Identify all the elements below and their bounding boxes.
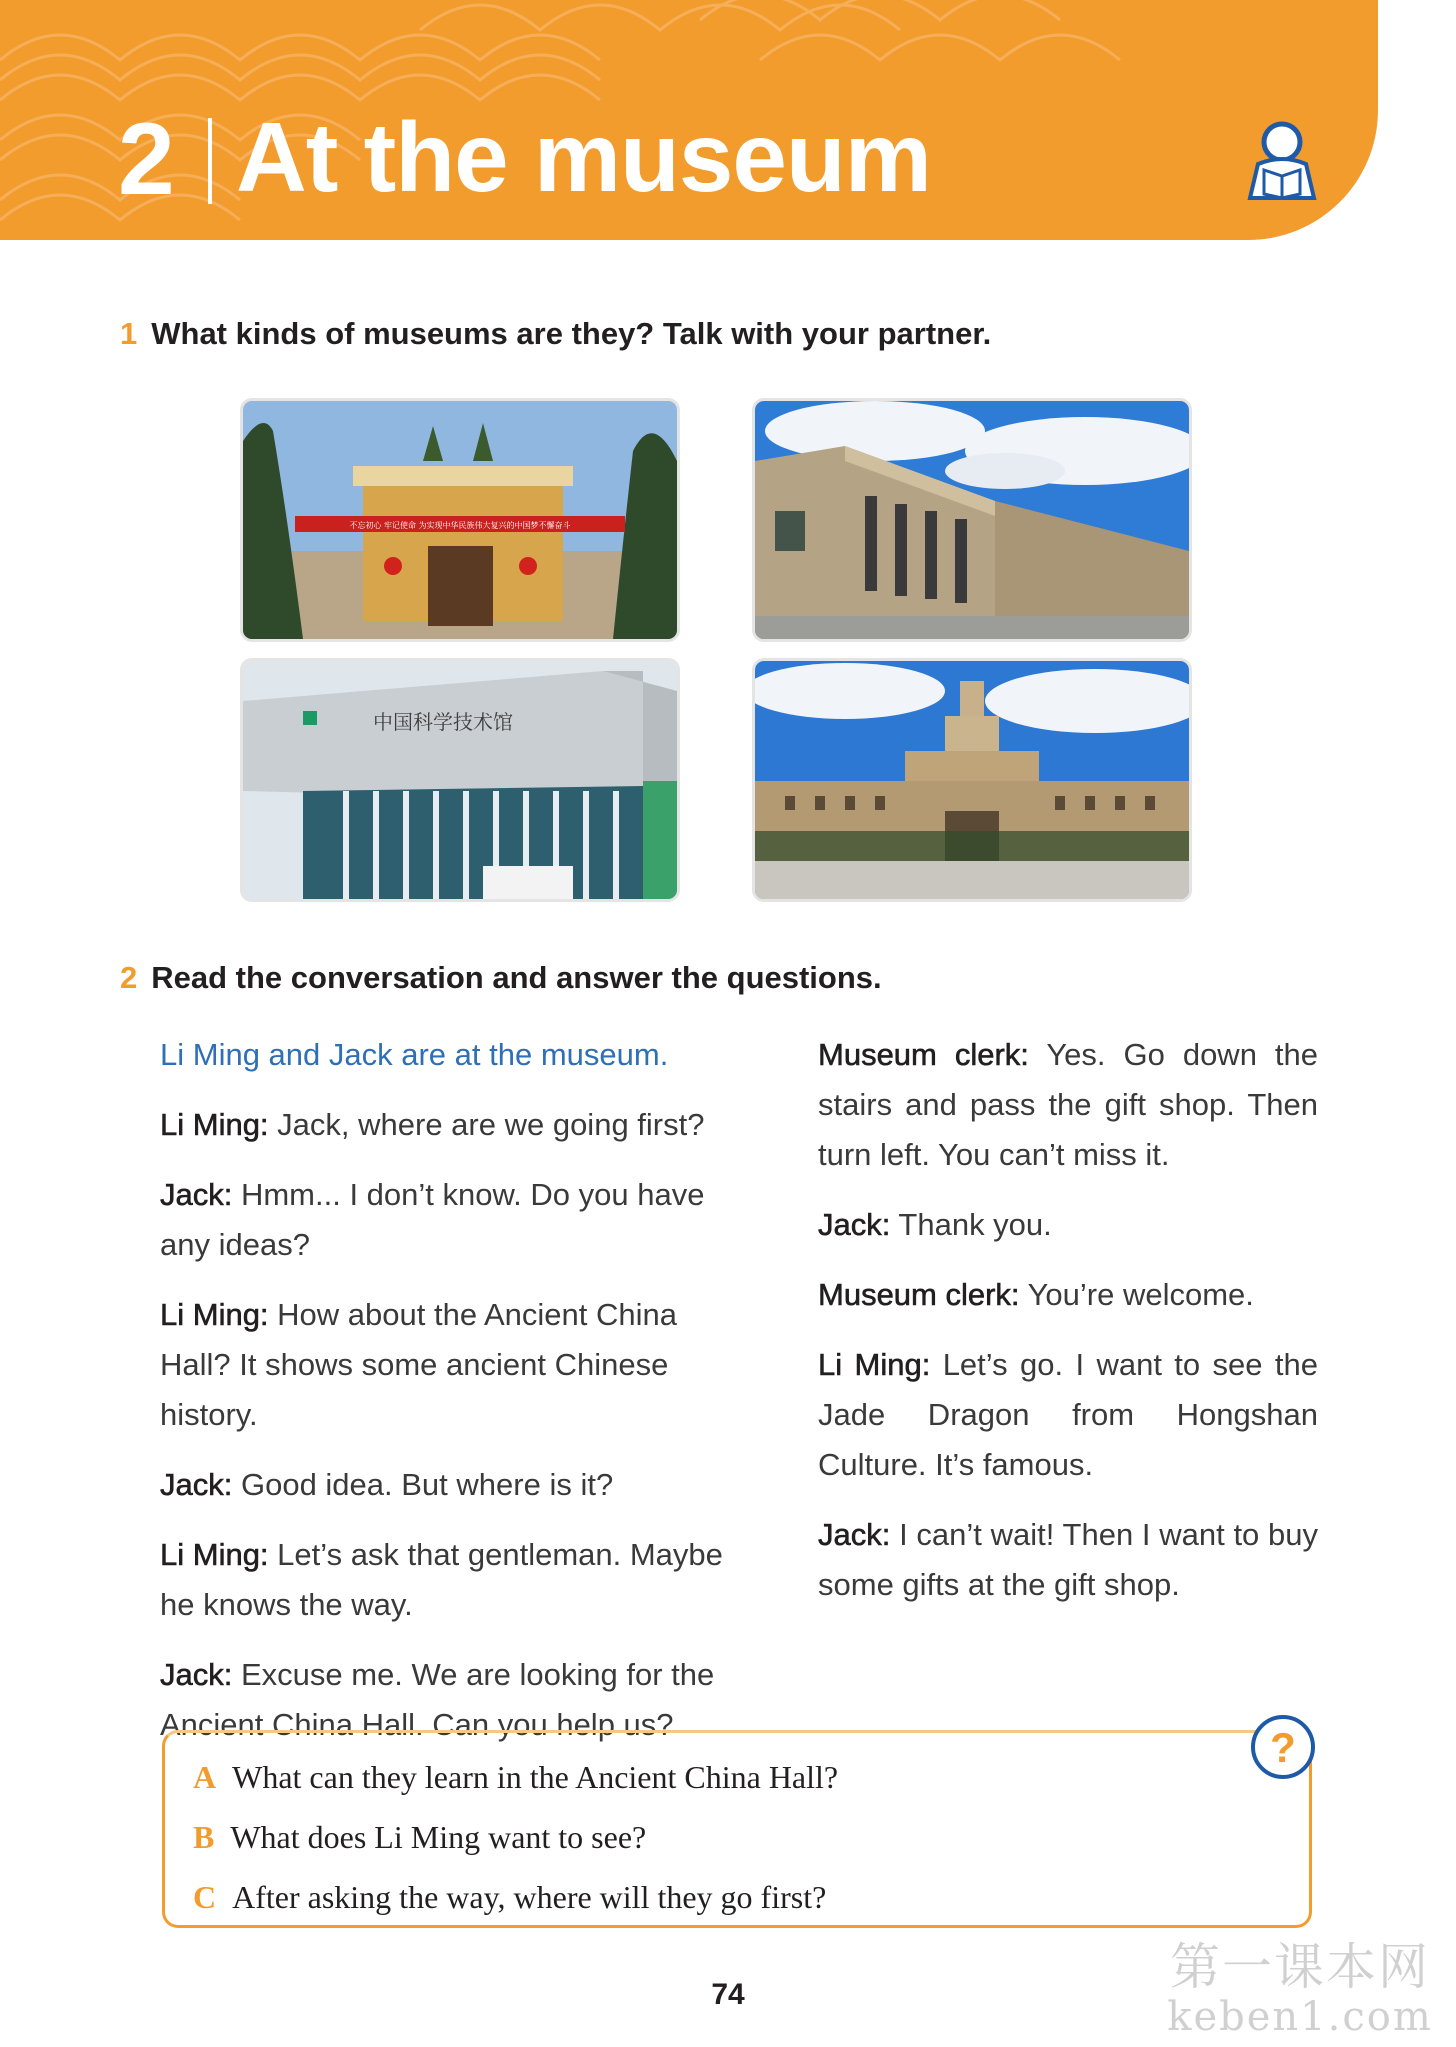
speaker-name: Li Ming: [160, 1297, 269, 1332]
svg-text:?: ? [1270, 1724, 1296, 1771]
dialogue-text: I can’t wait! Then I want to buy some gifts at the gift shop. [818, 1517, 1318, 1602]
question-item [193, 1819, 646, 1856]
dialogue-line [160, 1460, 750, 1510]
unit-number: 2 [118, 102, 175, 216]
section-instruction: What kinds of museums are they? Talk with your partner. [151, 316, 992, 351]
watermark-line-2: keben1.com [1167, 1994, 1433, 2040]
page-number: 74 [711, 1978, 745, 2011]
science-technology-museum-photo [240, 658, 680, 902]
speaker-name: Jack: [818, 1207, 891, 1242]
dialogue-text: Good idea. But where is it? [232, 1467, 614, 1502]
dialogue-text: Thank you. [890, 1207, 1052, 1242]
question-item [193, 1759, 838, 1796]
question-text: What can they learn in the Ancient China Hall? [232, 1759, 839, 1795]
unit-title: At the museum [236, 102, 931, 212]
dialogue-line [818, 1510, 1318, 1610]
dialogue-text: Excuse me. We are looking for the Ancient China Hall. Can you help us? [160, 1657, 715, 1742]
questions-box [162, 1730, 1312, 1928]
speaker-name: Jack: [160, 1467, 233, 1502]
speaker-name: Li Ming: [160, 1537, 269, 1572]
section-number: 1 [120, 316, 138, 351]
red-revolution-museum-photo [240, 398, 680, 642]
stone-hall-museum-photo [752, 398, 1192, 642]
unit-header-banner [0, 0, 1378, 240]
speaker-name: Museum clerk: [818, 1277, 1020, 1312]
section-instruction: Read the conversation and answer the questions. [151, 960, 882, 995]
dialogue-text: Let’s go. I want to see the Jade Dragon from Hongshan Culture. It’s famous. [818, 1347, 1318, 1482]
question-letter: C [193, 1879, 217, 1915]
watermark-line-1: 第一课本网 [1170, 1938, 1430, 1996]
dialogue-line [160, 1100, 750, 1150]
question-letter: A [193, 1759, 217, 1795]
speaker-name: Li Ming: [160, 1107, 269, 1142]
section-number: 2 [120, 960, 138, 995]
conversation-intro: Li Ming and Jack are at the museum. [160, 1037, 669, 1072]
speaker-name: Museum clerk: [818, 1037, 1029, 1072]
svg-text:不忘初心 牢记使命 为实现中华民族伟大复兴的中国梦不懈奋斗: 不忘初心 牢记使命 为实现中华民族伟大复兴的中国梦不懈奋斗 [349, 521, 571, 530]
question-text: What does Li Ming want to see? [230, 1819, 647, 1855]
speaker-name: Jack: [160, 1657, 233, 1692]
dialogue-line [818, 1200, 1318, 1250]
speaker-name: Jack: [818, 1517, 891, 1552]
dialogue-text: Jack, where are we going first? [268, 1107, 705, 1142]
dialogue-text: Yes. Go down the stairs and pass the gift shop. Then turn left. You can’t miss it. [818, 1037, 1319, 1172]
question-letter: B [193, 1819, 215, 1855]
svg-text:中国科学技术馆: 中国科学技术馆 [373, 710, 513, 734]
dialogue-line [160, 1530, 750, 1630]
dialogue-text: Hmm... I don’t know. Do you have any ideas? [160, 1177, 705, 1262]
speaker-name: Jack: [160, 1177, 233, 1212]
question-item [193, 1879, 826, 1916]
dialogue-line [818, 1340, 1318, 1490]
dialogue-line [160, 1290, 750, 1440]
dialogue-text: How about the Ancient China Hall? It shows some ancient Chinese history. [160, 1297, 677, 1432]
dialogue-line [818, 1270, 1318, 1320]
reading-person-icon [1244, 120, 1320, 202]
speaker-name: Li Ming: [818, 1347, 931, 1382]
section-1-heading [120, 316, 991, 352]
watermark [1150, 1940, 1450, 2039]
dialogue-text: Let’s ask that gentleman. Maybe he knows the way. [160, 1537, 723, 1622]
dialogue-line [160, 1170, 750, 1270]
conversation-left-column [160, 1030, 750, 1770]
title-divider [208, 118, 212, 204]
dialogue-line [818, 1030, 1318, 1180]
military-museum-photo [752, 658, 1192, 902]
question-text: After asking the way, where will they go first? [232, 1879, 827, 1915]
conversation-right-column [818, 1030, 1318, 1630]
dialogue-text: You’re welcome. [1019, 1277, 1254, 1312]
question-mark-icon [1248, 1712, 1318, 1782]
section-2-heading [120, 960, 882, 996]
